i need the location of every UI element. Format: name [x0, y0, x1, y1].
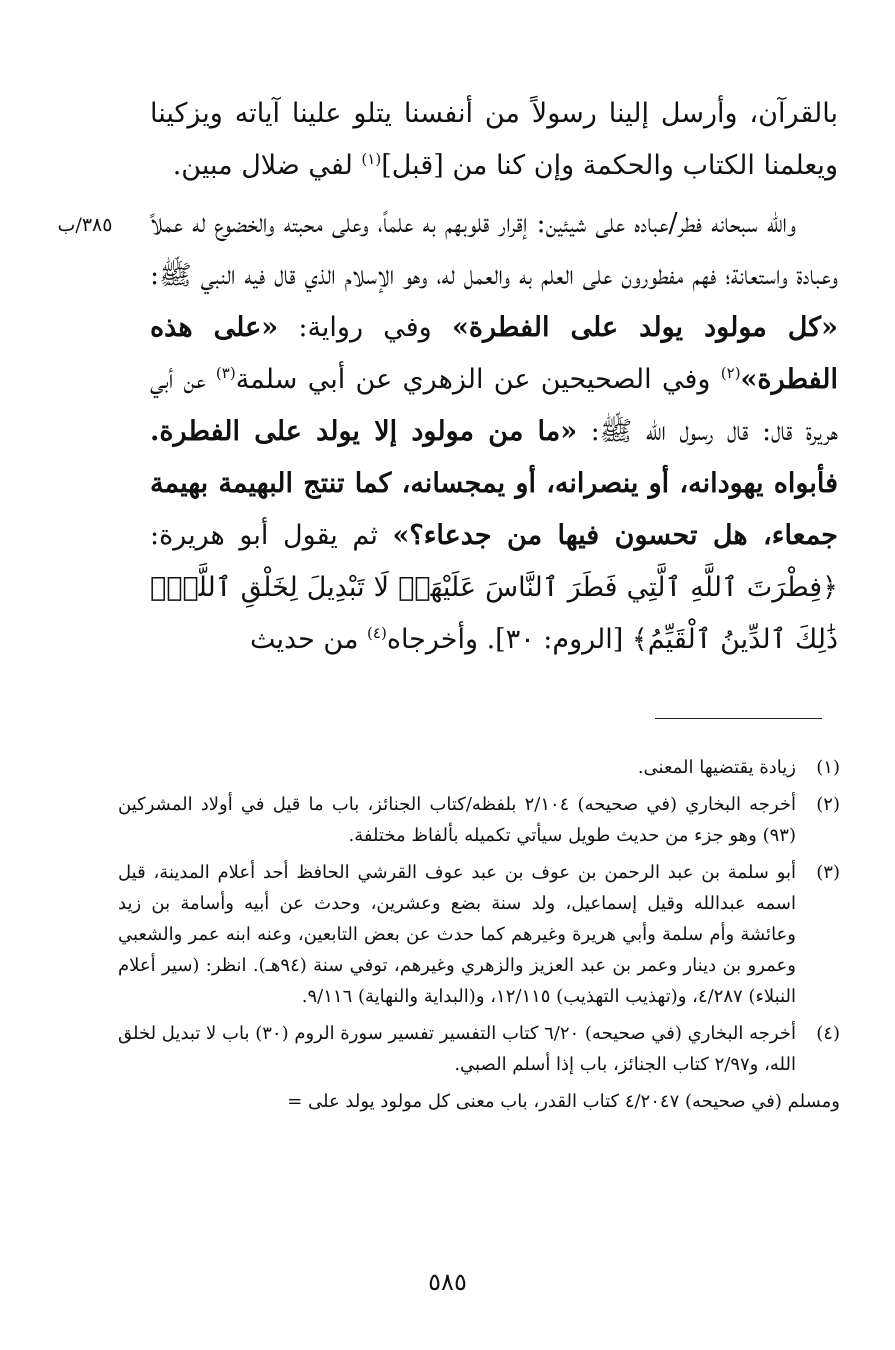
- paragraph-1: [150, 88, 838, 192]
- hadith-quote: «على هذه الفطرة»: [150, 312, 838, 395]
- footnote-number: (٤): [816, 1023, 840, 1044]
- text-run: والله سبحانه فطر/عباده على شيئين: إقرار قلوبهم به علماً، وعلى محبته والخضوع له عملاً وعبادة واستعانة؛ فهم مفطورون على العلم به والعمل له، وهو الإسلام الذي قال فيه النبي ﷺ:: [150, 208, 838, 291]
- text-run: من حديث: [249, 624, 368, 655]
- footnote-text: أخرجه البخاري (في صحيحه) ٢/١٠٤ بلفظه/كتاب الجنائز، باب ما قيل في أولاد المشركين (٩٣) وهو جزء من حديث طويل سيأتي تكميله بألفاظ مختلفة.: [118, 794, 796, 846]
- manuscript-folio-marker: ٣٨٥/ب: [57, 214, 113, 236]
- footnote-4: [118, 1018, 840, 1080]
- footnote-text: زيادة يقتضيها المعنى.: [637, 757, 796, 778]
- footnote-3: [118, 857, 840, 1012]
- footnotes: [118, 752, 840, 1117]
- footnote-text: أخرجه البخاري (في صحيحه) ٦/٢٠ كتاب التفسير تفسير سورة الروم (٣٠) باب لا تبديل لخلق الله، و٢/٩٧ كتاب الجنائز، باب إذا أسلم الصبي.: [118, 1023, 796, 1075]
- text-run: وفي رواية:: [278, 312, 452, 343]
- main-text: [150, 88, 838, 666]
- text-run: عن أبي هريرة قال: قال رسول الله ﷺ:: [150, 364, 838, 447]
- footnote-text: أبو سلمة بن عبد الرحمن بن عوف بن عبد عوف القرشي الحافظ أحد أعلام المدينة، قيل اسمه عبدالله وقيل إسماعيل، ولد سنة بضع وعشرين، وحدث عن أبيه وأسامة بن زيد وعائشة وأم سلمة وأبي هريرة وغيرهم كما حدث عن بعض التابعين، وعنه ابنه عمر والشعبي وعمرو بن دينار وعمر بن عبد العزيز والزهري وغيرهم، توفي سنة (٩٤هـ). انظر: (سير أعلام النبلاء) ٤/٢٨٧، و(تهذيب التهذيب) ١٢/١١٥، و(البداية والنهاية) ٩/١١٦.: [118, 862, 796, 1007]
- text-line: بالقرآن، وأرسل إلينا رسولاً من أنفسنا يتلو علينا آياته ويزكينا: [150, 98, 838, 129]
- footnote-number: (٣): [816, 862, 840, 883]
- text-line: لفي ضلال مبين.: [172, 150, 362, 181]
- text-line: ويعلمنا الكتاب والحكمة وإن كنا من [قبل]: [381, 150, 838, 181]
- paragraph-2: [150, 198, 838, 666]
- text-run: ثم يقول أبو هريرة: ﴿فِطْرَتَ ٱللَّهِ ٱلَّتِي فَطَرَ ٱلنَّاسَ عَلَيْهَاۚ لَا تَبْدِيلَ لِخَلْقِ ٱللَّهِۚ ذَٰلِكَ ٱلدِّينُ ٱلْقَيِّمُ﴾ [الروم: ٣٠]. وأخرجاه: [150, 520, 838, 655]
- footnote-separator: [655, 718, 822, 719]
- hadith-quote: «كل مولود يولد على الفطرة»: [452, 312, 838, 343]
- text-run: وفي الصحيحين عن الزهري عن أبي سلمة: [235, 364, 721, 395]
- footnote-number: (٢): [816, 794, 840, 815]
- footnote-continuation: ومسلم (في صحيحه) ٤/٢٠٤٧ كتاب القدر، باب معنى كل مولود يولد على =: [287, 1091, 840, 1112]
- footnote-2: [118, 789, 840, 851]
- footnote-1: [118, 752, 840, 783]
- footnote-ref-3[interactable]: (٣): [215, 364, 236, 382]
- footnote-ref-1[interactable]: (١): [361, 150, 382, 168]
- footnote-ref-2[interactable]: (٢): [720, 364, 741, 382]
- page-number: ٥٨٥: [428, 1268, 467, 1296]
- footnote-number: (١): [816, 757, 840, 778]
- hadith-quote: «ما من مولود إلا يولد على الفطرة. فأبواه يهودانه، أو ينصرانه، أو يمجسانه، كما تنتج البهيمة بهيمة جمعاء، هل تحسون فيها من جدعاء؟»: [150, 416, 839, 551]
- footnote-ref-4[interactable]: (٤): [367, 624, 387, 642]
